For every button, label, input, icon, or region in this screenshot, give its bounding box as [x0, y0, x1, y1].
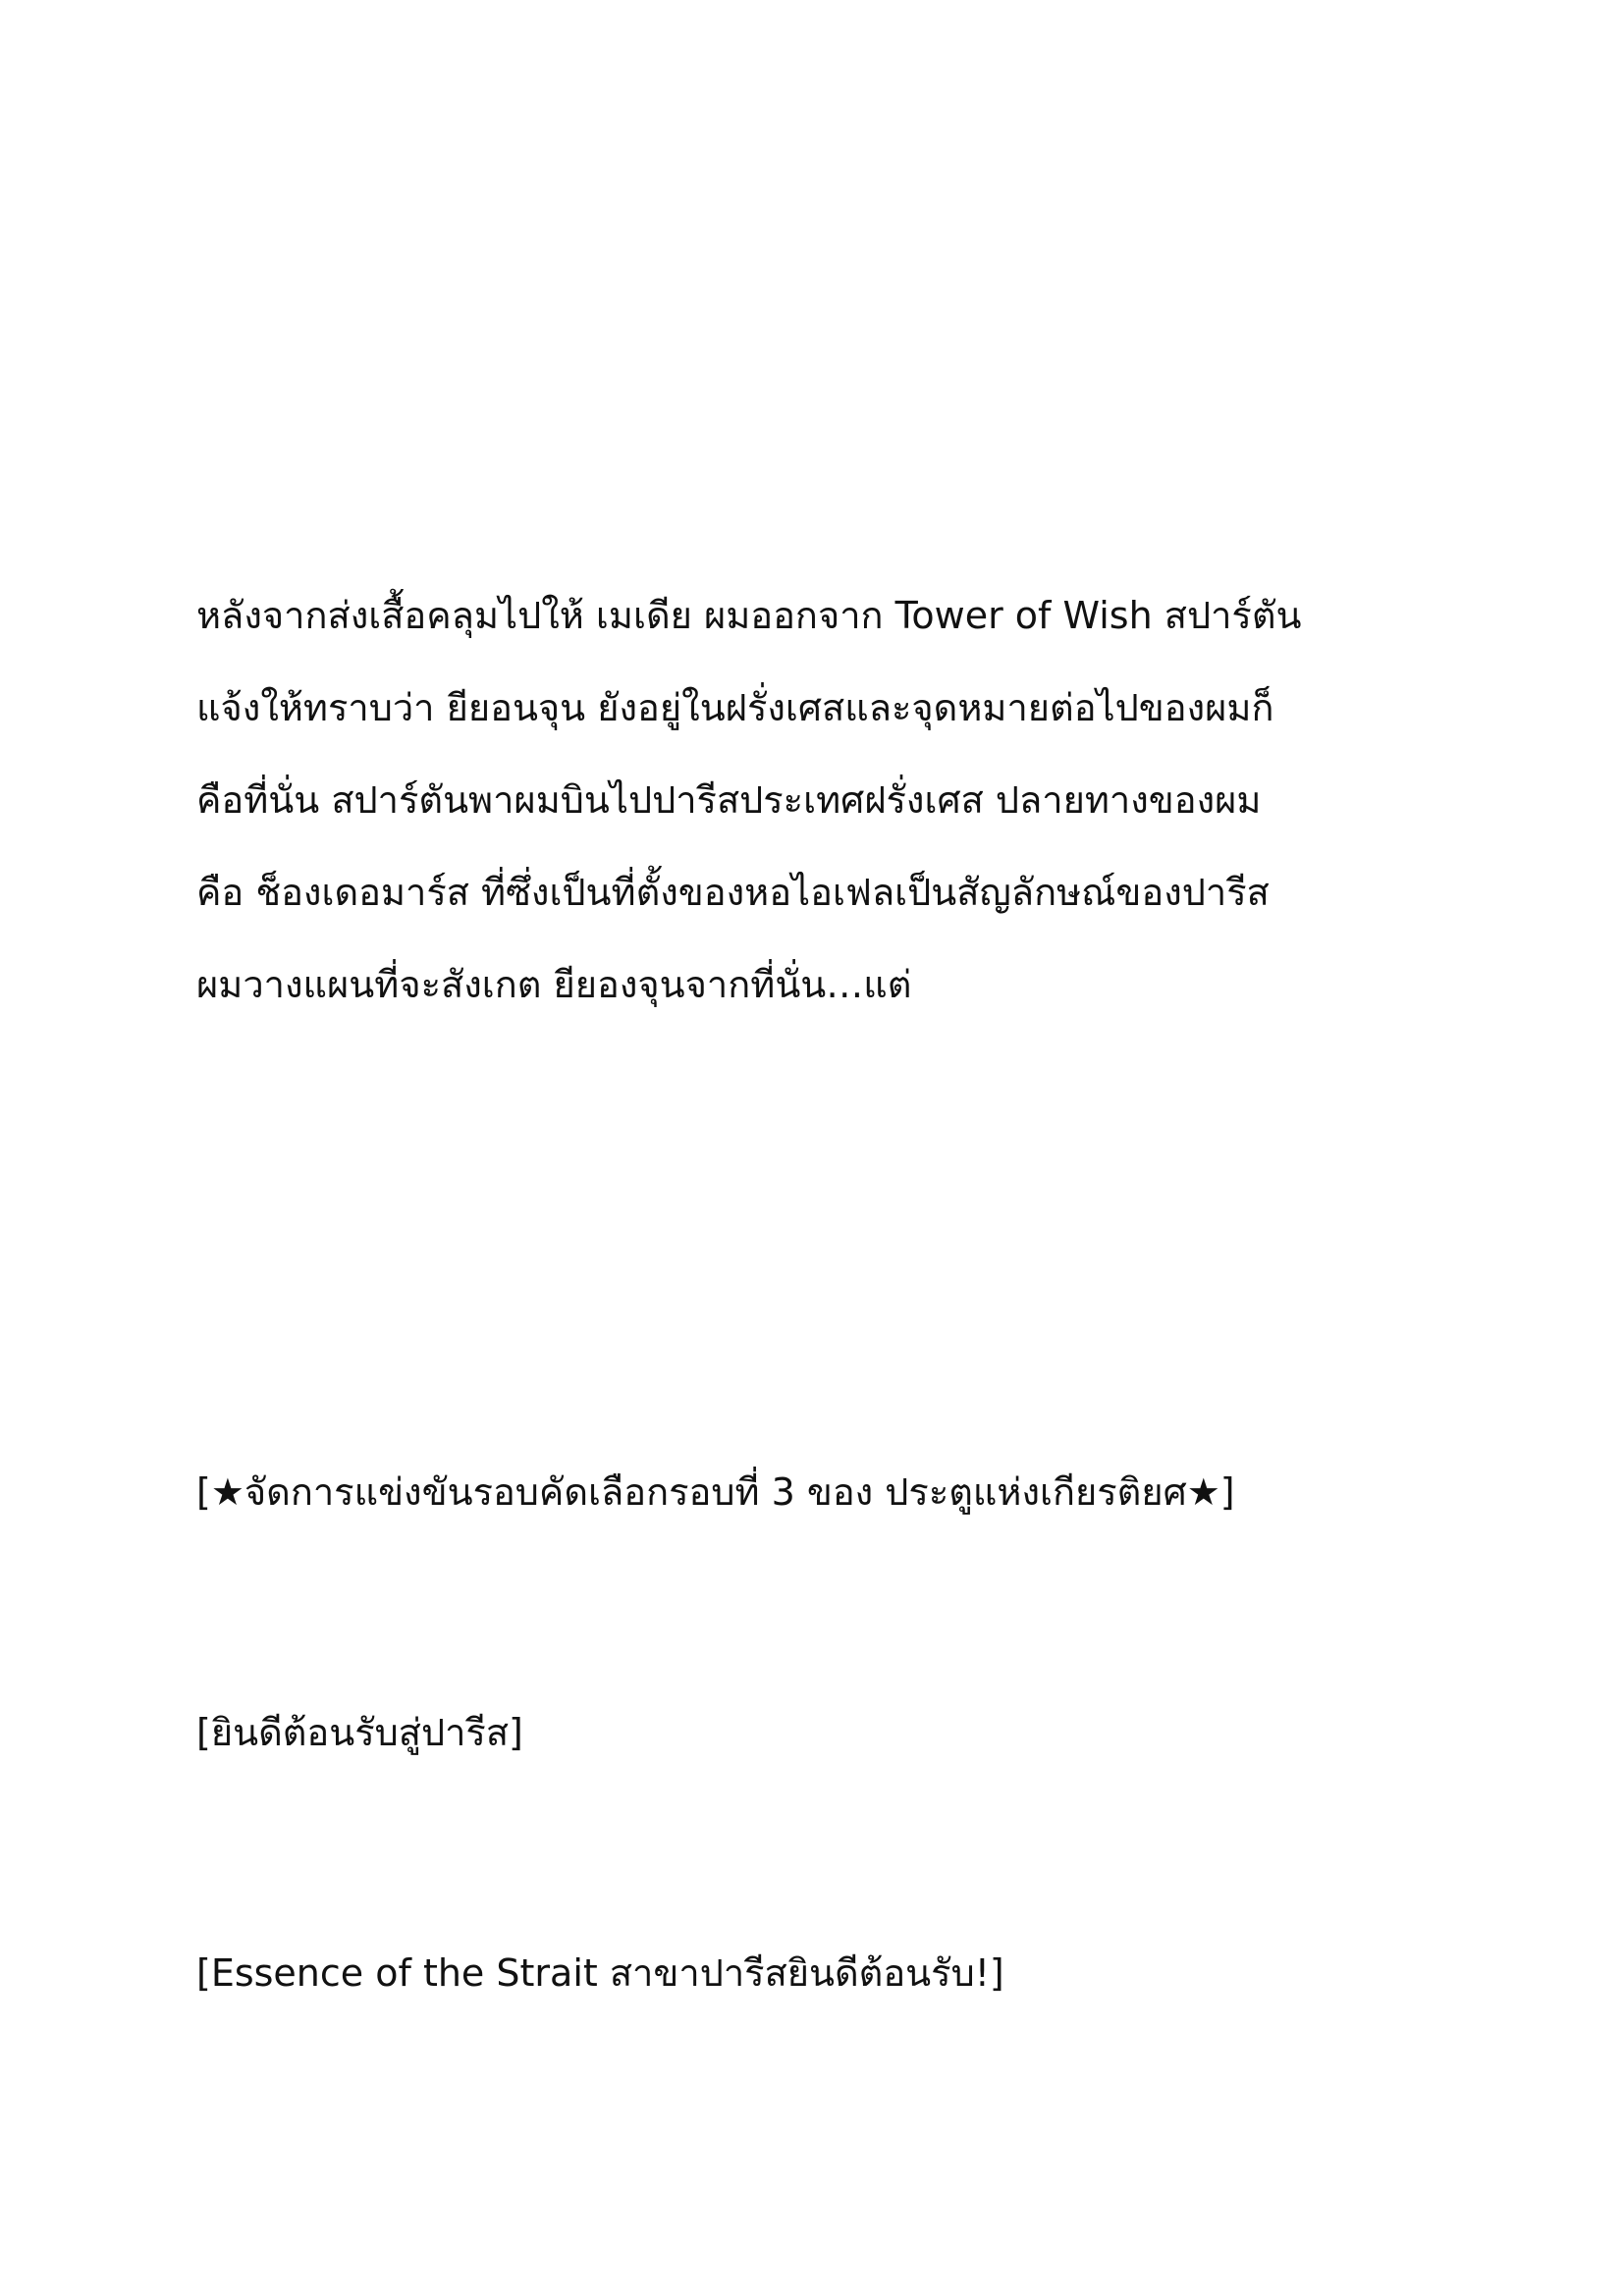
system-message-welcome-paris: [ยินดีต้อนรับสู่ปารีส]	[196, 1711, 523, 1754]
paragraph-line-4: คือ ช็องเดอมาร์ส ที่ซึ่งเป็นที่ตั้งของหอไอเฟลเป็นสัญลักษณ์ของปารีส	[196, 871, 1270, 914]
system-message-essence-branch: [Essence of the Strait สาขาปารีสยินดีต้อนรับ!]	[196, 1951, 1004, 1995]
system-message-qualifier-round: [★จัดการแข่งขันรอบคัดเลือกรอบที่ 3 ของ ประตูแห่งเกียรติยศ★]	[196, 1470, 1235, 1514]
paragraph-line-3: คือที่นั่น สปาร์ตันพาผมบินไปปารีสประเทศฝรั่งเศส ปลายทางของผม	[196, 778, 1262, 822]
paragraph-line-1: หลังจากส่งเสื้อคลุมไปให้ เมเดีย ผมออกจาก Tower of Wish สปาร์ตัน	[196, 594, 1302, 637]
paragraph-line-2: แจ้งให้ทราบว่า ยียอนจุน ยังอยู่ในฝรั่งเศสและจุดหมายต่อไปของผมก็	[196, 686, 1274, 729]
paragraph-line-5: ผมวางแผนที่จะสังเกต ยียองจุนจากที่นั่น…แต่	[196, 963, 912, 1006]
narrative-paragraph	[196, 569, 1473, 1031]
